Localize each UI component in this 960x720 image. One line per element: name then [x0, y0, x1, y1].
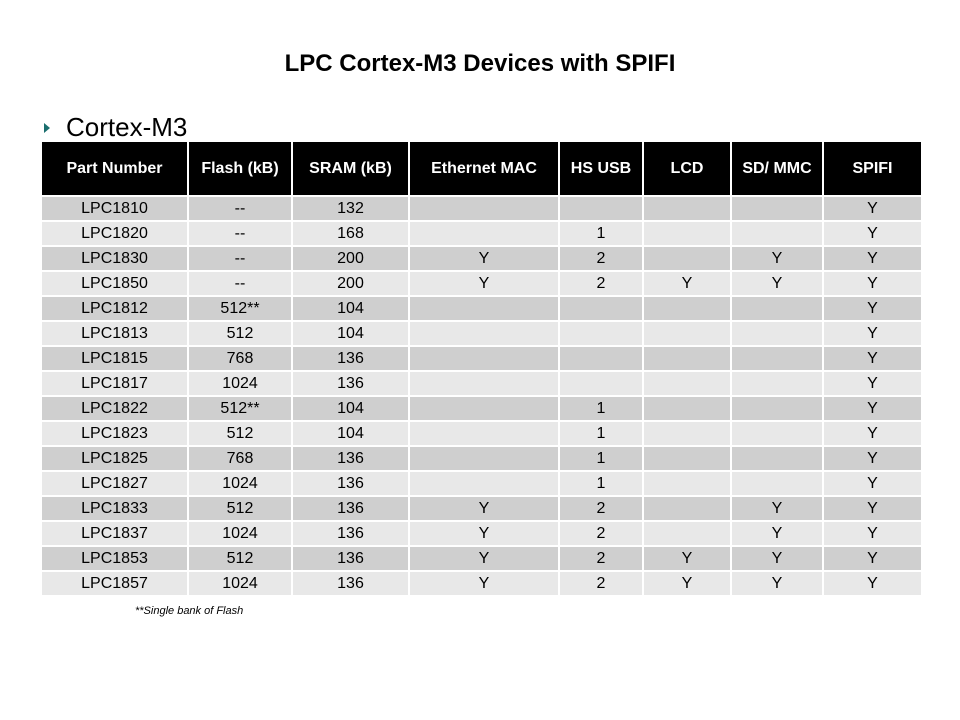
cell-lcd	[644, 297, 730, 320]
slide-title: LPC Cortex-M3 Devices with SPIFI	[284, 50, 676, 77]
cell-part-number: LPC1815	[42, 347, 187, 370]
cell-spifi: Y	[824, 497, 921, 520]
cell-flash: --	[189, 222, 291, 245]
cell-part-number: LPC1853	[42, 547, 187, 570]
table-row	[42, 472, 921, 495]
cell-ethernet-mac	[410, 422, 558, 445]
cell-spifi: Y	[824, 422, 921, 445]
cell-spifi: Y	[824, 472, 921, 495]
triangle-right-icon	[44, 123, 50, 133]
table-row	[42, 397, 921, 420]
cell-part-number: LPC1822	[42, 397, 187, 420]
cell-lcd	[644, 522, 730, 545]
cell-sd-mmc	[732, 372, 822, 395]
cell-ethernet-mac	[410, 472, 558, 495]
cell-part-number: LPC1810	[42, 197, 187, 220]
table-header-row	[42, 142, 921, 195]
cell-sram: 200	[293, 272, 408, 295]
cell-ethernet-mac	[410, 347, 558, 370]
cell-lcd	[644, 347, 730, 370]
cell-ethernet-mac	[410, 447, 558, 470]
cell-hs-usb: 1	[560, 447, 642, 470]
cell-sram: 136	[293, 497, 408, 520]
cell-sd-mmc	[732, 322, 822, 345]
cell-hs-usb: 2	[560, 547, 642, 570]
cell-lcd	[644, 322, 730, 345]
table-row	[42, 547, 921, 570]
cell-sram: 136	[293, 347, 408, 370]
cell-ethernet-mac: Y	[410, 497, 558, 520]
table-row	[42, 372, 921, 395]
cell-spifi: Y	[824, 322, 921, 345]
cell-sram: 104	[293, 297, 408, 320]
table-row	[42, 197, 921, 220]
cell-part-number: LPC1825	[42, 447, 187, 470]
cell-ethernet-mac: Y	[410, 572, 558, 595]
cell-sd-mmc: Y	[732, 522, 822, 545]
cell-flash: 512	[189, 322, 291, 345]
cell-ethernet-mac: Y	[410, 522, 558, 545]
cell-hs-usb	[560, 322, 642, 345]
col-header-spifi: SPIFI	[824, 142, 921, 195]
cell-flash: 512**	[189, 397, 291, 420]
cell-sram: 136	[293, 472, 408, 495]
cell-flash: 1024	[189, 372, 291, 395]
col-header-hs-usb: HS USB	[560, 142, 642, 195]
cell-part-number: LPC1833	[42, 497, 187, 520]
cell-spifi: Y	[824, 522, 921, 545]
col-header-lcd: LCD	[644, 142, 730, 195]
cell-flash: --	[189, 247, 291, 270]
table-body	[42, 197, 921, 595]
cell-sd-mmc	[732, 472, 822, 495]
cell-hs-usb: 2	[560, 522, 642, 545]
cell-sram: 104	[293, 322, 408, 345]
cell-sd-mmc: Y	[732, 497, 822, 520]
cell-hs-usb	[560, 297, 642, 320]
cell-part-number: LPC1813	[42, 322, 187, 345]
cell-flash: --	[189, 197, 291, 220]
cell-sd-mmc: Y	[732, 272, 822, 295]
table-row	[42, 247, 921, 270]
cell-spifi: Y	[824, 447, 921, 470]
cell-spifi: Y	[824, 197, 921, 220]
cell-sram: 136	[293, 372, 408, 395]
cell-part-number: LPC1837	[42, 522, 187, 545]
cell-part-number: LPC1823	[42, 422, 187, 445]
table-row	[42, 347, 921, 370]
cell-hs-usb	[560, 372, 642, 395]
table-row	[42, 447, 921, 470]
cell-ethernet-mac	[410, 297, 558, 320]
table-row	[42, 222, 921, 245]
cell-flash: 512	[189, 422, 291, 445]
cell-hs-usb: 2	[560, 247, 642, 270]
cell-flash: 1024	[189, 522, 291, 545]
cell-flash: 768	[189, 447, 291, 470]
cell-spifi: Y	[824, 572, 921, 595]
cell-lcd	[644, 397, 730, 420]
cell-sd-mmc	[732, 422, 822, 445]
cell-ethernet-mac	[410, 222, 558, 245]
cell-lcd	[644, 197, 730, 220]
cell-spifi: Y	[824, 547, 921, 570]
cell-sd-mmc: Y	[732, 247, 822, 270]
cell-part-number: LPC1827	[42, 472, 187, 495]
cell-sram: 136	[293, 447, 408, 470]
cell-sram: 104	[293, 422, 408, 445]
cell-part-number: LPC1812	[42, 297, 187, 320]
cell-hs-usb: 2	[560, 572, 642, 595]
cell-sram: 136	[293, 572, 408, 595]
cell-ethernet-mac	[410, 197, 558, 220]
cell-lcd	[644, 472, 730, 495]
col-header-ethernet-mac: Ethernet MAC	[410, 142, 558, 195]
cell-spifi: Y	[824, 297, 921, 320]
cell-part-number: LPC1830	[42, 247, 187, 270]
cell-flash: 1024	[189, 572, 291, 595]
col-header-part-number: Part Number	[42, 142, 187, 195]
cell-spifi: Y	[824, 347, 921, 370]
cell-flash: 512	[189, 547, 291, 570]
cell-spifi: Y	[824, 397, 921, 420]
cell-sd-mmc	[732, 297, 822, 320]
cell-ethernet-mac	[410, 372, 558, 395]
table-row	[42, 272, 921, 295]
cell-lcd	[644, 247, 730, 270]
cell-sd-mmc	[732, 397, 822, 420]
cell-sd-mmc	[732, 222, 822, 245]
cell-ethernet-mac: Y	[410, 247, 558, 270]
cell-sd-mmc: Y	[732, 572, 822, 595]
cell-lcd: Y	[644, 547, 730, 570]
cell-spifi: Y	[824, 272, 921, 295]
cell-part-number: LPC1817	[42, 372, 187, 395]
cell-ethernet-mac: Y	[410, 547, 558, 570]
cell-flash: 512	[189, 497, 291, 520]
cell-hs-usb: 1	[560, 422, 642, 445]
cell-hs-usb: 1	[560, 397, 642, 420]
cell-lcd	[644, 372, 730, 395]
cell-ethernet-mac	[410, 397, 558, 420]
cell-lcd	[644, 497, 730, 520]
device-table	[40, 140, 923, 597]
cell-sd-mmc: Y	[732, 547, 822, 570]
cell-lcd	[644, 422, 730, 445]
cell-hs-usb: 2	[560, 497, 642, 520]
cell-sram: 200	[293, 247, 408, 270]
cell-sd-mmc	[732, 347, 822, 370]
cell-sd-mmc	[732, 197, 822, 220]
cell-spifi: Y	[824, 222, 921, 245]
cell-lcd: Y	[644, 272, 730, 295]
footnote: **Single bank of Flash	[135, 605, 244, 617]
bullet-text: Cortex-M3	[66, 112, 188, 142]
cell-part-number: LPC1857	[42, 572, 187, 595]
cell-part-number: LPC1850	[42, 272, 187, 295]
col-header-sram: SRAM (kB)	[293, 142, 408, 195]
cell-lcd	[644, 222, 730, 245]
cell-sram: 168	[293, 222, 408, 245]
cell-ethernet-mac: Y	[410, 272, 558, 295]
cell-hs-usb: 1	[560, 472, 642, 495]
cell-hs-usb	[560, 347, 642, 370]
cell-spifi: Y	[824, 372, 921, 395]
cell-spifi: Y	[824, 247, 921, 270]
cell-flash: --	[189, 272, 291, 295]
table-row	[42, 522, 921, 545]
table-row	[42, 322, 921, 345]
table-row	[42, 497, 921, 520]
cell-hs-usb: 2	[560, 272, 642, 295]
cell-flash: 768	[189, 347, 291, 370]
bullet-item	[44, 112, 187, 143]
cell-flash: 512**	[189, 297, 291, 320]
table-row	[42, 422, 921, 445]
cell-hs-usb: 1	[560, 222, 642, 245]
cell-ethernet-mac	[410, 322, 558, 345]
cell-lcd	[644, 447, 730, 470]
cell-sram: 104	[293, 397, 408, 420]
cell-sram: 136	[293, 547, 408, 570]
col-header-flash: Flash (kB)	[189, 142, 291, 195]
cell-flash: 1024	[189, 472, 291, 495]
cell-sram: 136	[293, 522, 408, 545]
cell-lcd: Y	[644, 572, 730, 595]
cell-sram: 132	[293, 197, 408, 220]
cell-sd-mmc	[732, 447, 822, 470]
cell-hs-usb	[560, 197, 642, 220]
col-header-sd-mmc: SD/ MMC	[732, 142, 822, 195]
table-row	[42, 572, 921, 595]
table-row	[42, 297, 921, 320]
cell-part-number: LPC1820	[42, 222, 187, 245]
